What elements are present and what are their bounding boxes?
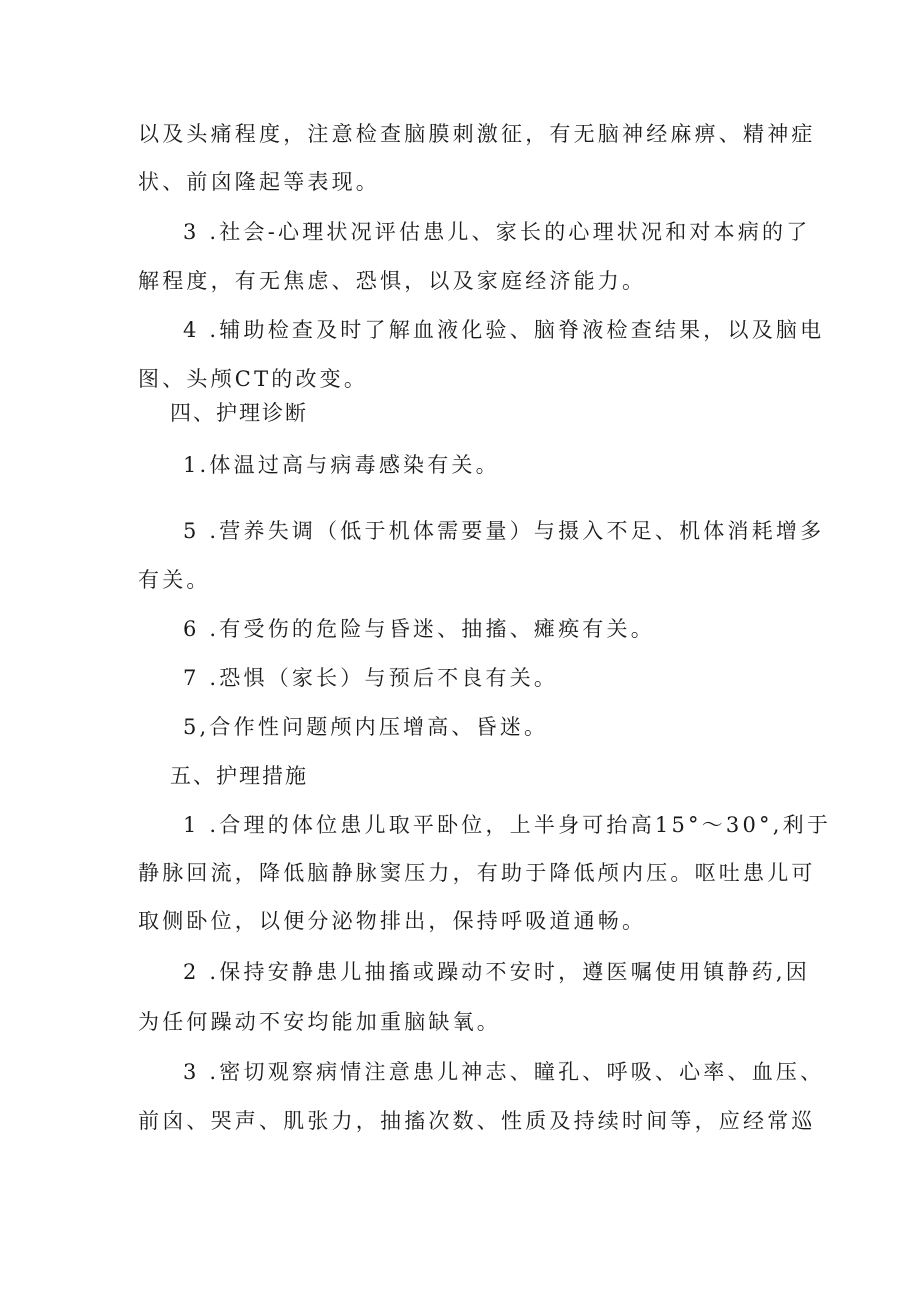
paragraph-line: 3 .社会-心理状况评估患儿、家长的心理状况和对本病的了 xyxy=(183,220,811,244)
paragraph-line: 3 .密切观察病情注意患儿神志、瞳孔、呼吸、心率、血压、 xyxy=(183,1060,825,1084)
section-heading: 五、护理措施 xyxy=(170,764,308,788)
paragraph-line: 4 .辅助检查及时了解血液化验、脑脊液检查结果，以及脑电 xyxy=(183,318,825,342)
paragraph-line: 5,合作性问题颅内压增高、昏迷。 xyxy=(183,715,549,739)
paragraph-line: 有关。 xyxy=(138,568,211,592)
paragraph-line: 静脉回流，降低脑静脉窦压力，有助于降低颅内压。呕吐患儿可 xyxy=(138,861,816,885)
paragraph-line: 前囟、哭声、肌张力，抽搐次数、性质及持续时间等，应经常巡 xyxy=(138,1109,816,1133)
paragraph-line: 状、前囟隆起等表现。 xyxy=(138,170,380,194)
section-heading: 四、护理诊断 xyxy=(170,401,308,425)
paragraph-line: 为任何躁动不安均能加重脑缺氧。 xyxy=(138,1010,501,1034)
paragraph-line: 以及头痛程度，注意检查脑膜刺激征，有无脑神经麻痹、精神症 xyxy=(138,122,816,146)
paragraph-line: 取侧卧位，以便分泌物排出，保持呼吸道通畅。 xyxy=(138,909,647,933)
paragraph-line: 6 .有受伤的危险与昏迷、抽搐、瘫痪有关。 xyxy=(183,617,655,641)
paragraph-line: 1 .合理的体位患儿取平卧位，上半身可抬高15°～30°,利于 xyxy=(183,813,832,837)
paragraph-line: 7 .恐惧（家长）与预后不良有关。 xyxy=(183,666,559,690)
paragraph-line: 1.体温过高与病毒感染有关。 xyxy=(183,453,500,477)
paragraph-line: 2 .保持安静患儿抽搐或躁动不安时，遵医嘱使用镇静药,因 xyxy=(183,960,810,984)
paragraph-line: 5 .营养失调（低于机体需要量）与摄入不足、机体消耗增多 xyxy=(183,519,825,543)
paragraph-line: 图、头颅CT的改变。 xyxy=(138,367,369,391)
paragraph-line: 解程度，有无焦虑、恐惧，以及家庭经济能力。 xyxy=(138,269,647,293)
